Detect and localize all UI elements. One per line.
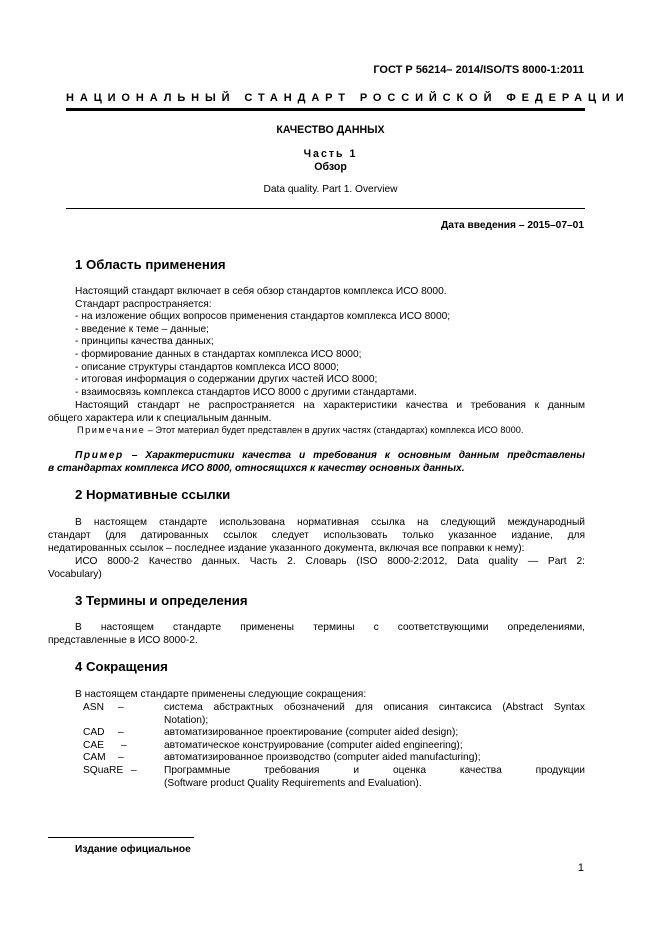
- abbreviation-dash: –: [131, 765, 137, 776]
- scope-exclusion-line-2: общего характера или к специальным данным.: [48, 413, 272, 424]
- abbreviation-code: CAE: [83, 740, 104, 751]
- section-4-intro: В настоящем стандарте применены следующие сокращения:: [75, 689, 367, 700]
- abbreviation-row: [75, 765, 585, 791]
- note-text: – Этот материал будет представлен в других частях (стандартах) комплекса ИСО 8000.: [145, 425, 524, 435]
- list-item: - итоговая информация о содержании других частей ИСО 8000;: [75, 374, 378, 386]
- abbreviation-dash: –: [118, 702, 124, 713]
- section-3-line-1: В настоящем стандарте применены термины с соответствующими определениями,: [75, 622, 585, 633]
- abbreviation-row: [75, 727, 585, 740]
- note: [77, 425, 523, 435]
- abbreviation-definition: автоматизированное проектирование (computer aided design);: [164, 727, 459, 738]
- abbreviation-definition-cont: Notation);: [164, 715, 209, 726]
- list-item: - формирование данных в стандартах комплекса ИСО 8000;: [75, 348, 362, 360]
- example-line-2: в стандартах комплекса ИСО 8000, относящихся к качеству основных данных.: [48, 463, 465, 474]
- abbreviation-definition: Программные требования и оценка качества продукции: [164, 765, 585, 776]
- list-item: - описание структуры стандартов комплекса ИСО 8000;: [75, 361, 339, 373]
- section-2-line-1: В настоящем стандарте использована нормативная ссылка на следующий международный: [75, 517, 585, 528]
- section-3-line-2: представленные в ИСО 8000-2.: [48, 635, 198, 646]
- intro-date: Дата введения – 2015–07–01: [441, 220, 584, 231]
- section-2-line-4: ИСО 8000-2 Качество данных. Часть 2. Словарь (ISO 8000-2:2012, Data quality — Part 2:: [75, 556, 585, 567]
- section-3-heading: 3 Термины и определения: [75, 593, 248, 608]
- list-item: - введение к теме – данные;: [75, 323, 209, 335]
- list-item: - взаимосвязь комплекса стандартов ИСО 8000 с другими стандартами.: [75, 386, 417, 398]
- title-main: КАЧЕСТВО ДАННЫХ: [276, 124, 385, 136]
- abbreviation-row: [75, 702, 585, 728]
- note-label: Примечание: [77, 425, 146, 435]
- abbreviation-definition: автоматизированное производство (computer aided manufacturing);: [164, 752, 481, 763]
- abbreviation-row: [75, 752, 585, 765]
- abbreviation-dash: –: [118, 727, 124, 738]
- section-2-line-2: стандарт (для датированных ссылок следует использовать только указанное издание, для: [48, 530, 585, 541]
- abbreviation-code: CAM: [83, 752, 106, 763]
- list-item: - принципы качества данных;: [75, 336, 214, 348]
- list-item: Стандарт распространяется:: [75, 298, 212, 310]
- edition-label: Издание официальное: [75, 844, 191, 855]
- national-standard-banner: НАЦИОНАЛЬНЫЙ СТАНДАРТ РОССИЙСКОЙ ФЕДЕРАЦИИ: [66, 92, 630, 104]
- abbreviation-dash: –: [121, 740, 127, 751]
- title-subtitle: Обзор: [314, 161, 347, 173]
- scope-exclusion-line-1: Настоящий стандарт не распространяется на характеристики качества и требования к данным: [75, 400, 585, 411]
- list-item: Настоящий стандарт включает в себя обзор стандартов комплекса ИСО 8000.: [75, 286, 447, 297]
- section-1-list: [75, 286, 585, 399]
- abbreviation-definition: система абстрактных обозначений для описания синтаксиса (Abstract Syntax: [164, 702, 585, 713]
- abbreviation-code: CAD: [83, 727, 105, 738]
- title-english: Data quality. Part 1. Overview: [263, 184, 398, 195]
- section-2-line-5: Vocabulary): [48, 569, 102, 580]
- abbreviation-code: ASN: [83, 702, 104, 713]
- example-text: – Характеристики качества и требования к основным данным представлены: [123, 450, 585, 461]
- section-2-line-3: недатированных ссылок – последнее издание указанного документа, включая все поправки к нему):: [48, 543, 525, 554]
- document-number: ГОСТ Р 56214– 2014/ISO/TS 8000-1:2011: [373, 64, 584, 76]
- abbreviation-code: SQuaRE: [83, 765, 124, 776]
- section-1-heading: 1 Область применения: [75, 257, 226, 272]
- abbreviation-definition-cont: (Software product Quality Requirements and Evaluation).: [164, 778, 422, 789]
- header-rule: [66, 108, 585, 111]
- footer-rule: [48, 837, 194, 838]
- title-rule: [66, 208, 585, 209]
- example-line-1: [75, 450, 585, 463]
- list-item: - на изложение общих вопросов применения стандартов комплекса ИСО 8000;: [75, 311, 451, 323]
- title-part: Часть 1: [303, 148, 358, 160]
- page-number: 1: [577, 862, 584, 874]
- abbreviation-definition: автоматическое конструирование (computer aided engineering);: [164, 740, 463, 751]
- section-4-heading: 4 Сокращения: [75, 659, 168, 674]
- example-label: Пример: [75, 450, 124, 461]
- abbreviation-dash: –: [118, 752, 124, 763]
- section-2-heading: 2 Нормативные ссылки: [75, 487, 231, 502]
